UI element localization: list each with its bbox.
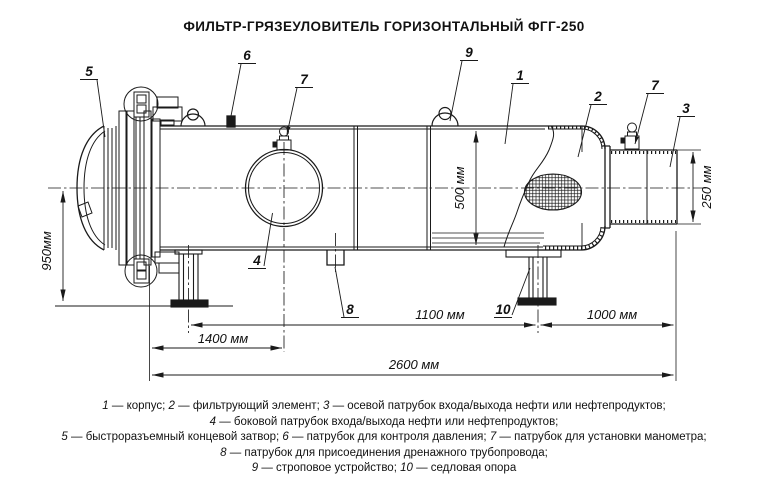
lifting-lugs <box>181 108 458 127</box>
legend-line-3: 5 — быстроразъемный концевой затвор; 6 — патрубок для контроля давления; 7 — патрубок для установки манометра; <box>61 431 707 443</box>
callout-1: 1 <box>516 68 524 83</box>
filter-element-mesh <box>525 174 582 210</box>
dim-label-950: 950мм <box>39 231 54 271</box>
saddle-support-right <box>506 250 561 305</box>
callout-9: 9 <box>465 45 473 60</box>
callout-7-left: 7 <box>300 72 308 87</box>
drawing-title: ФИЛЬТР-ГРЯЗЕУЛОВИТЕЛЬ ГОРИЗОНТАЛЬНЫЙ ФГГ-250 <box>183 19 585 34</box>
legend-line-5: 9 — строповое устройство; 10 — седловая опора <box>251 462 517 474</box>
dim-label-250: 250 мм <box>699 165 714 209</box>
callout-3: 3 <box>682 101 690 116</box>
callout-4: 4 <box>253 253 261 268</box>
dim-label-1100: 1100 мм <box>415 307 465 322</box>
callout-numbers <box>85 45 690 317</box>
dim-label-2600: 2600 мм <box>388 357 440 372</box>
legend-line-1: 1 — корпус; 2 — фильтрующий элемент; 3 — осевой патрубок входа/выхода нефти или нефтепродуктов; <box>102 400 666 412</box>
legend-line-2: 4 — боковой патрубок входа/выхода нефти или нефтепродуктов; <box>209 415 559 428</box>
dim-label-500: 500 мм <box>452 166 467 210</box>
callout-7-right: 7 <box>651 78 659 93</box>
legend <box>0 399 768 477</box>
callout-10: 10 <box>495 302 511 317</box>
callout-6: 6 <box>243 48 251 63</box>
manometer-fitting-left <box>273 127 291 150</box>
closure-flange-stack <box>108 111 160 265</box>
closure-clamp-top <box>124 87 182 125</box>
dimension-lines <box>63 131 693 375</box>
callout-5: 5 <box>85 64 93 79</box>
saddle-section-lines <box>432 233 544 243</box>
saddle-support-left <box>171 250 208 307</box>
pressure-control-fitting <box>227 116 235 127</box>
axial-nozzle <box>605 146 677 228</box>
callout-leaders <box>80 61 695 318</box>
callout-2: 2 <box>594 89 602 104</box>
dim-label-1000: 1000 мм <box>586 307 638 322</box>
legend-line-4: 8 — патрубок для присоединения дренажного трубопровода; <box>220 446 548 459</box>
dim-label-1400: 1400 мм <box>197 331 249 346</box>
manometer-fitting-right <box>621 123 639 149</box>
nozzle-flange <box>605 146 610 228</box>
callout-8: 8 <box>346 302 354 317</box>
